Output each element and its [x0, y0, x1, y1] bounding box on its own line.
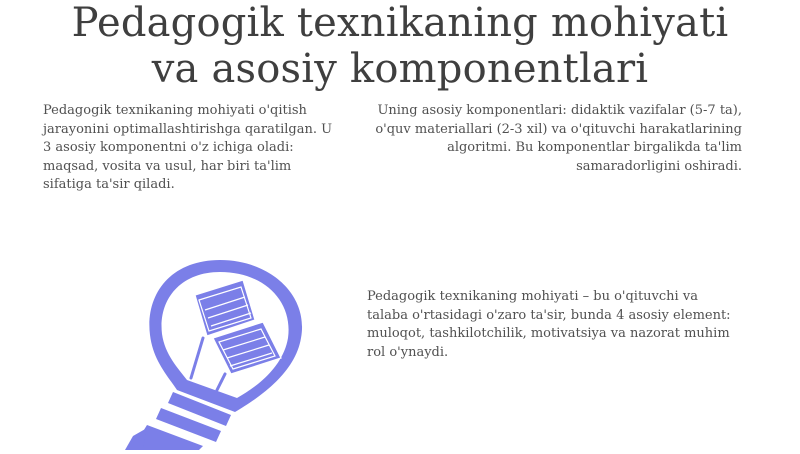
- lightbulb-book-svg: [95, 250, 315, 450]
- slide-title-line-1: Pedagogik texnikaning mohiyati: [71, 0, 729, 46]
- paragraph-left: Pedagogik texnikaning mohiyati o'qitish jarayonini optimallashtirishga qaratilgan. U 3 asosiy komponentni o'z ichiga oladi: maqsad, vosita va usul, har biri ta'lim sifatiga ta'sir qiladi.: [43, 103, 333, 192]
- lightbulb-book-icon: [95, 250, 315, 450]
- paragraph-bottom: Pedagogik texnikaning mohiyati – bu o'qituvchi va talaba o'rtasidagi o'zaro ta'sir, bunda 4 asosiy element: muloqot, tashkilotchilik, motivatsiya va nazorat muhim rol o'ynaydi.: [367, 289, 731, 360]
- paragraph-right: Uning asosiy komponentlari: didaktik vazifalar (5-7 ta), o'quv materiallari (2-3 xil) va o'qituvchi harakatlarining algoritmi. Bu komponentlar birgalikda ta'lim samaradorligini oshiradi.: [375, 103, 742, 174]
- slide-title-line-2: va asosiy komponentlari: [151, 46, 649, 92]
- slide-title: [0, 0, 800, 92]
